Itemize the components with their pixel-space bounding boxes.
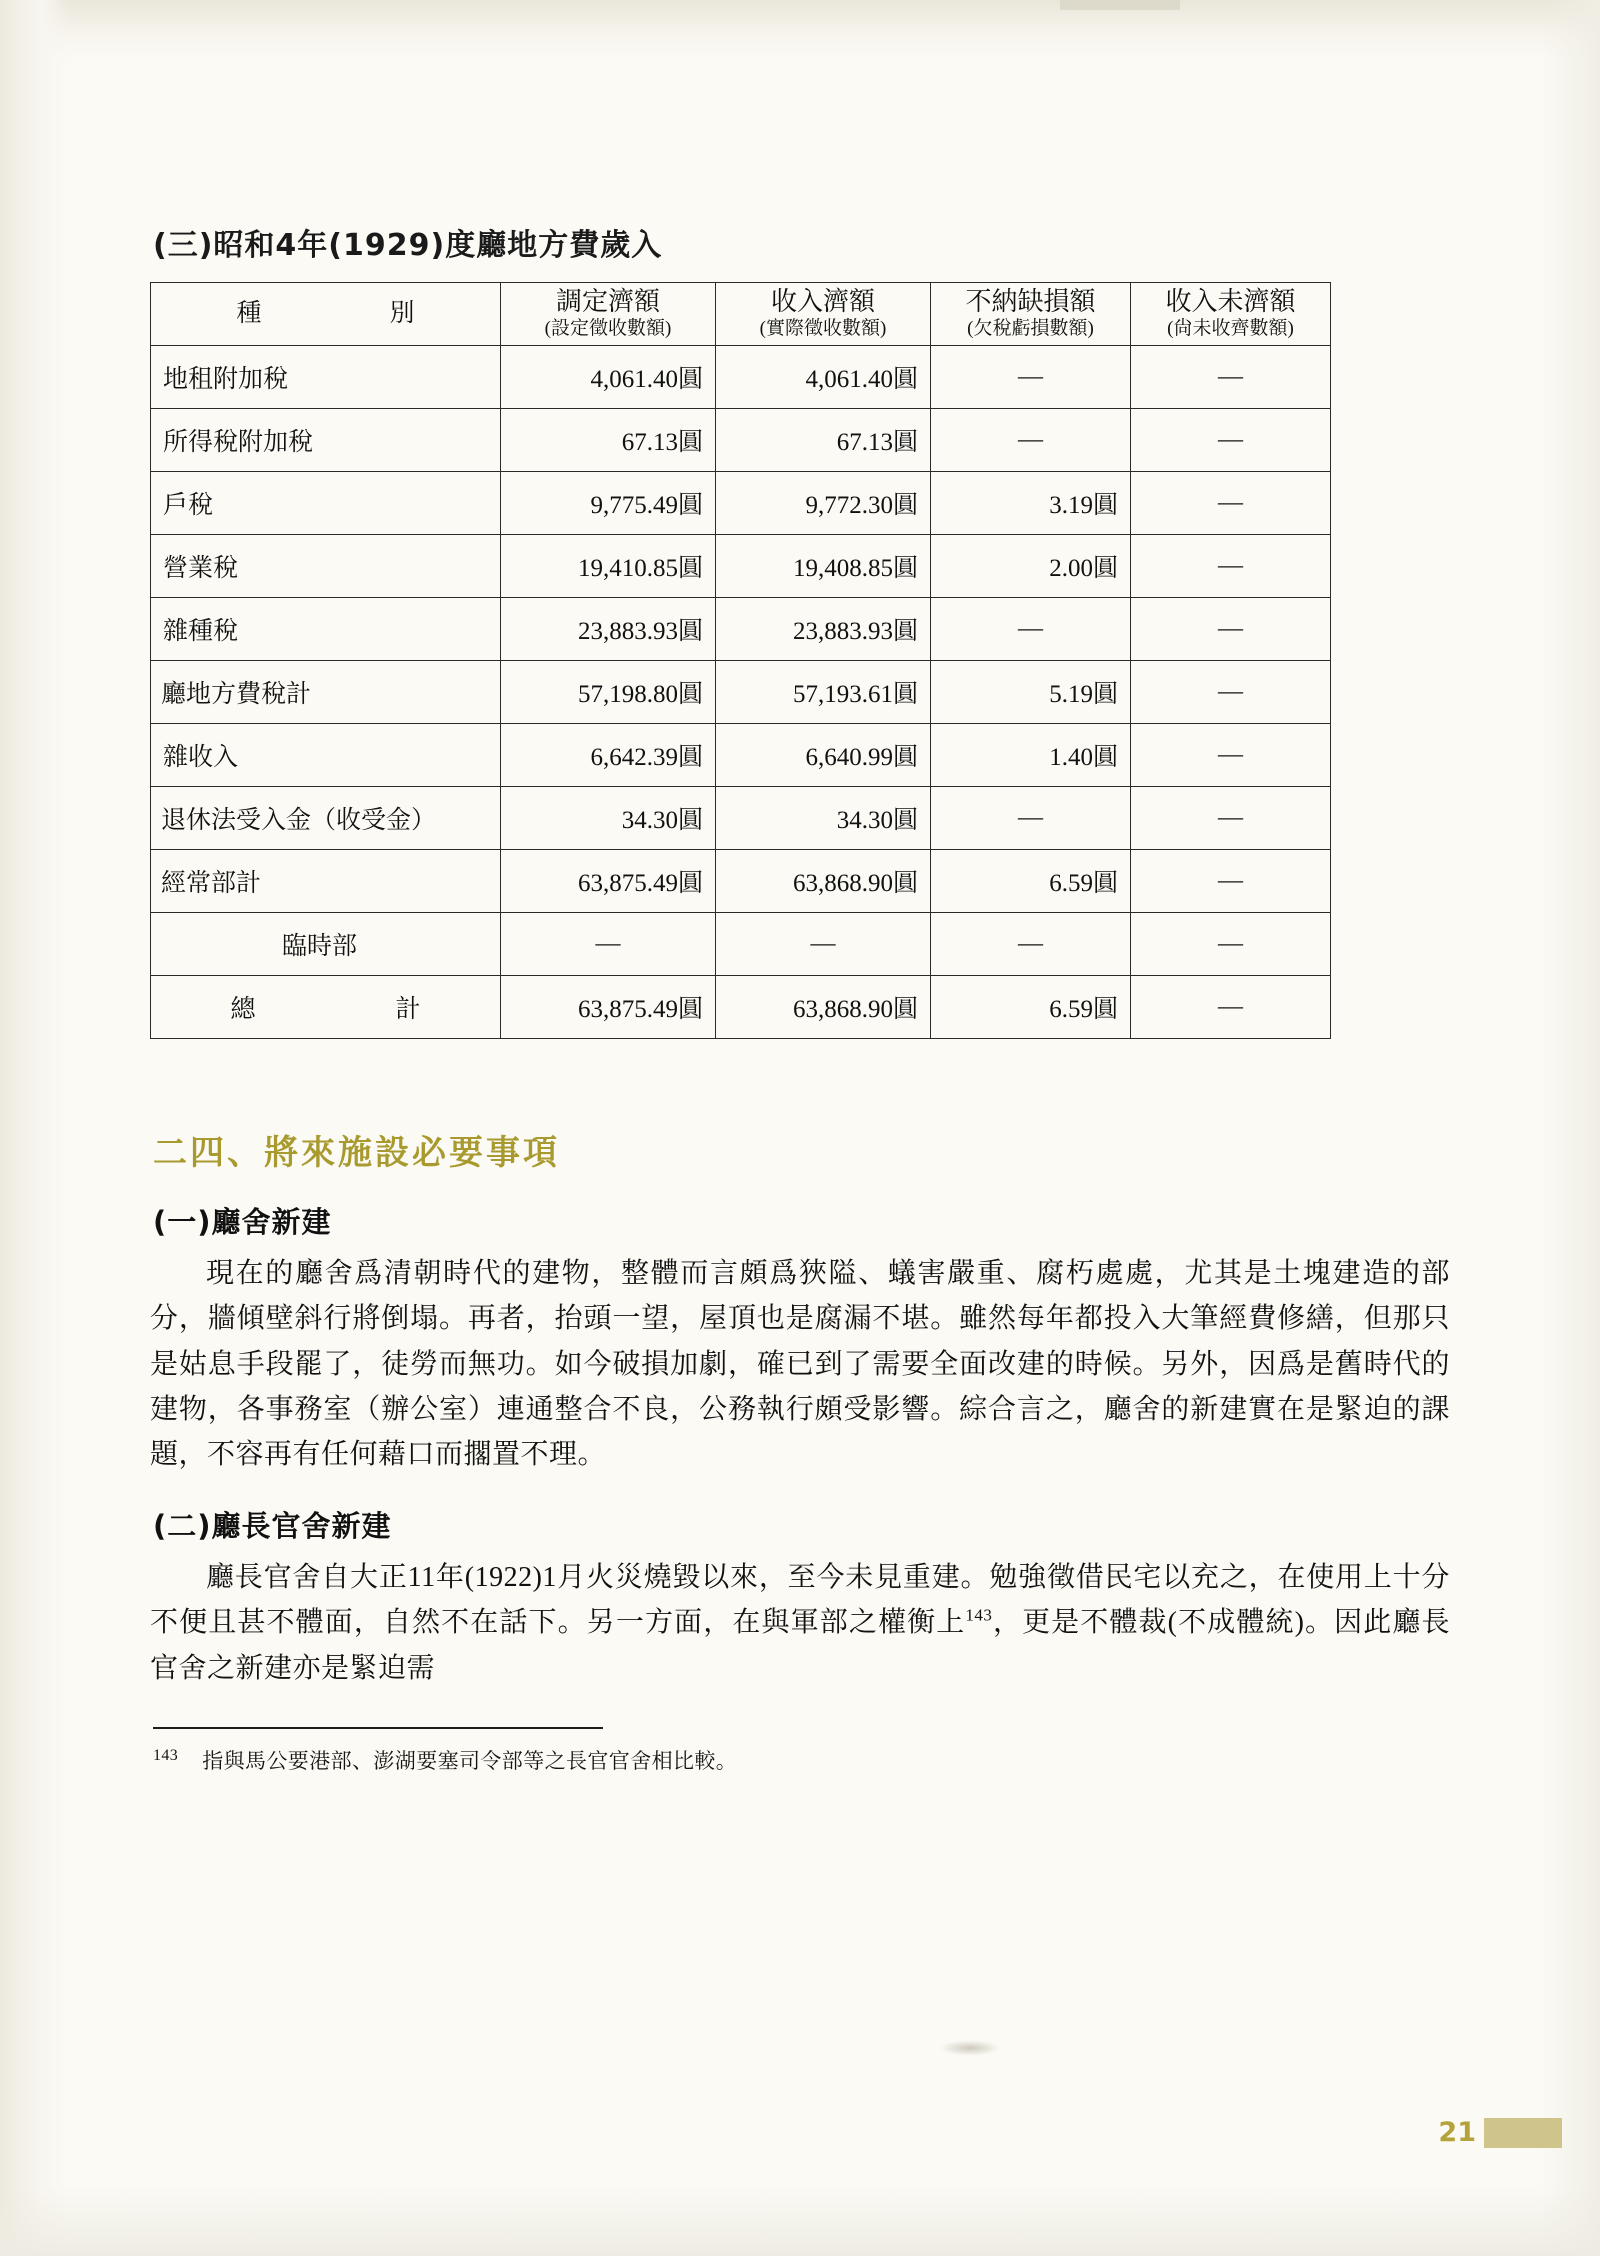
table-row <box>151 535 1331 598</box>
row-adjusted: 9,775.49圓 <box>501 472 716 535</box>
table-row <box>151 724 1331 787</box>
page-edge-shade-left <box>0 0 70 2256</box>
row-adjusted: 63,875.49圓 <box>501 850 716 913</box>
row-received: 67.13圓 <box>716 409 931 472</box>
column-header-kind: 種 別 <box>151 283 501 346</box>
page-number: 21 <box>1438 2117 1476 2148</box>
row-uncollected: — <box>1131 724 1331 787</box>
footnote-text: 指與馬公要港部、澎湖要塞司令部等之長官官舍相比較。 <box>202 1748 738 1773</box>
column-header-adjusted-main: 調定濟額 <box>555 286 660 316</box>
page-number-area <box>1438 2117 1562 2148</box>
column-header-received <box>716 283 931 346</box>
row-label: 地租附加稅 <box>151 346 501 409</box>
row-label: 經常部計 <box>151 850 501 913</box>
subsection-paragraph-2 <box>150 1555 1450 1691</box>
row-uncollected: — <box>1131 409 1331 472</box>
revenue-table <box>150 282 1331 1039</box>
row-received: — <box>716 913 931 976</box>
row-deficit: — <box>931 409 1131 472</box>
row-adjusted: 67.13圓 <box>501 409 716 472</box>
subsection-heading-2: (二)廳長官舍新建 <box>153 1508 392 1543</box>
row-received: 6,640.99圓 <box>716 724 931 787</box>
row-label: 總 計 <box>151 976 501 1039</box>
row-received: 23,883.93圓 <box>716 598 931 661</box>
row-uncollected: — <box>1131 346 1331 409</box>
paragraph-text-part2: ，更是不體裁(不成體統)。因此廳長官舍之新建亦是緊迫需 <box>150 1607 1450 1684</box>
row-deficit: — <box>931 346 1131 409</box>
column-header-uncollected <box>1131 283 1331 346</box>
row-adjusted: 34.30圓 <box>501 787 716 850</box>
row-deficit: — <box>931 598 1131 661</box>
table-row <box>151 661 1331 724</box>
row-adjusted: 23,883.93圓 <box>501 598 716 661</box>
row-received: 4,061.40圓 <box>716 346 931 409</box>
column-header-uncollected-sub: (尙未收齊數額) <box>1167 318 1294 340</box>
row-deficit: 3.19圓 <box>931 472 1131 535</box>
row-label: 所得稅附加稅 <box>151 409 501 472</box>
row-uncollected: — <box>1131 535 1331 598</box>
chapter-heading: 二四、將來施設必要事項 <box>153 1133 560 1173</box>
row-deficit: 1.40圓 <box>931 724 1131 787</box>
footnote-number: 143 <box>153 1746 179 1764</box>
row-adjusted: 57,198.80圓 <box>501 661 716 724</box>
subsection-paragraph-1: 現在的廳舍爲清朝時代的建物，整體而言頗爲狹隘、蟻害嚴重、腐朽處處，尤其是土塊建造的部分，牆傾壁斜行將倒塌。再者，抬頭一望，屋頂也是腐漏不堪。雖然每年都投入大筆經費修繕，但那只是姑息手段罷了，徒勞而無功。如今破損加劇，確已到了需要全面改建的時候。另外，因爲是舊時代的建物，各事務室（辦公室）連通整合不良，公務執行頗受影響。綜合言之，廳舍的新建實在是緊迫的課題，不容再有任何藉口而擱置不理。 <box>150 1258 1450 1471</box>
row-adjusted: 4,061.40圓 <box>501 346 716 409</box>
row-uncollected: — <box>1131 850 1331 913</box>
table-row <box>151 472 1331 535</box>
row-uncollected: — <box>1131 913 1331 976</box>
row-deficit: 5.19圓 <box>931 661 1131 724</box>
row-uncollected: — <box>1131 787 1331 850</box>
table-row <box>151 598 1331 661</box>
row-adjusted: 19,410.85圓 <box>501 535 716 598</box>
row-label: 營業稅 <box>151 535 501 598</box>
row-deficit: — <box>931 787 1131 850</box>
row-received: 9,772.30圓 <box>716 472 931 535</box>
row-label: 雜收入 <box>151 724 501 787</box>
row-received: 57,193.61圓 <box>716 661 931 724</box>
row-adjusted: 63,875.49圓 <box>501 976 716 1039</box>
row-received: 63,868.90圓 <box>716 976 931 1039</box>
row-uncollected: — <box>1131 472 1331 535</box>
row-deficit: 6.59圓 <box>931 976 1131 1039</box>
page-content <box>150 220 1450 1775</box>
column-header-adjusted-sub: (設定徵收數額) <box>544 318 672 340</box>
footnote-marker: 143 <box>965 1605 993 1625</box>
column-header-deficit-main: 不納缺損額 <box>965 286 1096 316</box>
table-row <box>151 787 1331 850</box>
row-deficit: 2.00圓 <box>931 535 1131 598</box>
table-title: (三)昭和4年(1929)度廳地方費歲入 <box>153 228 663 263</box>
row-adjusted: 6,642.39圓 <box>501 724 716 787</box>
subsection-heading-1: (一)廳舍新建 <box>153 1205 332 1239</box>
column-header-deficit <box>931 283 1131 346</box>
column-header-adjusted <box>501 283 716 346</box>
paragraph-text-part1: 廳長官舍自大正11年(1922)1月火災燒毀以來，至今未見重建。勉強徵借民宅以充之，在使用上十分不便且甚不體面，自然不在話下。另一方面，在與軍部之權衡上 <box>150 1561 1450 1639</box>
row-received: 63,868.90圓 <box>716 850 931 913</box>
page-edge-shade-right <box>1540 0 1600 2256</box>
column-header-received-sub: (實際徵收數額) <box>759 318 887 340</box>
row-received: 19,408.85圓 <box>716 535 931 598</box>
row-uncollected: — <box>1131 976 1331 1039</box>
row-uncollected: — <box>1131 598 1331 661</box>
scan-artifact-top <box>1060 0 1180 10</box>
row-label: 雜種稅 <box>151 598 501 661</box>
column-header-deficit-sub: (欠稅虧損數額) <box>967 318 1094 340</box>
row-label: 戶稅 <box>151 472 501 535</box>
table-row <box>151 409 1331 472</box>
row-label: 臨時部 <box>151 913 501 976</box>
scan-artifact-smudge <box>940 2040 1000 2056</box>
row-received: 34.30圓 <box>716 787 931 850</box>
page-number-bar <box>1484 2118 1562 2148</box>
table-row-total <box>151 976 1331 1039</box>
table-row <box>151 850 1331 913</box>
row-label: 廳地方費稅計 <box>151 661 501 724</box>
page-edge-shade-bottom <box>0 2186 1600 2256</box>
table-header-row <box>151 283 1331 346</box>
page-edge-shade-top <box>0 0 1600 60</box>
table-row <box>151 346 1331 409</box>
row-uncollected: — <box>1131 661 1331 724</box>
footnote-entry <box>153 1745 1450 1775</box>
footnote-separator <box>153 1727 603 1729</box>
row-deficit: — <box>931 913 1131 976</box>
row-adjusted: — <box>501 913 716 976</box>
row-label: 退休法受入金（收受金） <box>151 787 501 850</box>
column-header-received-main: 收入濟額 <box>770 286 875 316</box>
row-deficit: 6.59圓 <box>931 850 1131 913</box>
table-row <box>151 913 1331 976</box>
column-header-uncollected-main: 收入未濟額 <box>1165 286 1296 316</box>
